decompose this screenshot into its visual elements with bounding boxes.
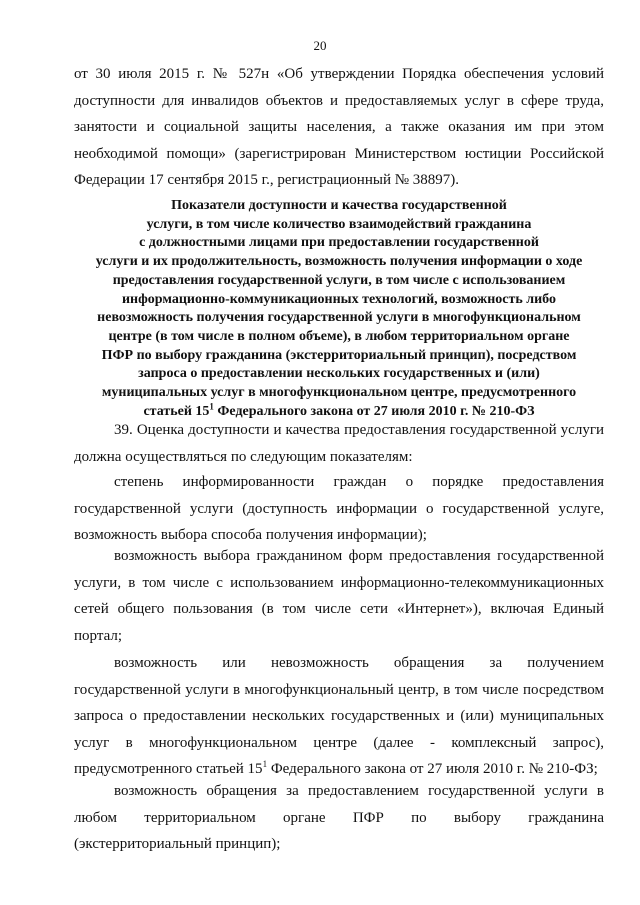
indicator-mfc-access <box>74 650 604 783</box>
heading-line: муниципальных услуг в многофункциональном центре, предусмотренного <box>101 385 577 401</box>
heading-line: предоставления государственной услуги, в том числе с использованием <box>112 272 566 288</box>
indicator-informedness: степень информированности граждан о порядке предоставления государственной услуги (доступность информации о государственной услуге, возможность выбора способа получения информации); <box>74 474 604 543</box>
paragraph-39: 39. Оценка доступности и качества предоставления государственной услуги должна осуществляться по следующим показателям: <box>74 422 604 465</box>
heading-line: статьей 15 <box>143 403 210 419</box>
indicator-form-choice: возможность выбора гражданином форм предоставления государственной услуги, в том числе с использованием информационно-телекоммуникационных сетей общего пользования (в том числе сети «Интернет»), включая Единый портал; <box>74 548 604 644</box>
heading-line: ПФР по выбору гражданина (экстерриториальный принцип), посредством <box>101 347 577 363</box>
heading-line: Федерального закона от 27 июля 2010 г. № 210-ФЗ <box>213 403 535 419</box>
page-number: 20 <box>313 38 327 53</box>
heading-line: Показатели доступности и качества государственной <box>171 198 507 213</box>
heading-line: невозможность получения государственной услуги в многофункциональном <box>97 310 581 326</box>
heading-line: услуги и их продолжительность, возможность получения информации о ходе <box>95 254 583 270</box>
indicator-text: возможность или невозможность обращения за получением государственной услуги в многофункциональный центр, в том числе посредством запроса о предоставлении нескольких государственных и (или) муниципальных услуг в многофункциональном центре (далее - комплексный запрос), предусмотренного статьей 15 <box>74 655 604 777</box>
heading-superscript: 1 <box>209 401 214 412</box>
superscript: 1 <box>262 759 268 769</box>
intro-paragraph: от 30 июля 2015 г. № 527н «Об утверждении Порядка обеспечения условий доступности для инвалидов объектов и предоставляемых услуг в сфере труда, занятости и социальной защиты населения, а также оказания им при этом необходимой помощи» (зарегистрирован Министерством юстиции Российской Федерации 17 сентября 2015 г., регистрационный № 38897). <box>74 66 604 188</box>
heading-line: информационно-коммуникационных технологий, возможность либо <box>121 291 556 307</box>
heading-line: с должностными лицами при предоставлении государственной <box>139 235 539 251</box>
heading-line: запроса о предоставлении нескольких государственных и (или) <box>138 366 540 382</box>
indicator-extraterritorial: возможность обращения за предоставлением государственной услуги в любом территориальном органе ПФР по выбору гражданина (экстерриториальный принцип); <box>74 783 604 852</box>
section-heading <box>74 197 604 421</box>
heading-line: услуги, в том числе количество взаимодействий гражданина <box>146 216 532 232</box>
heading-line: центре (в том числе в полном объеме), в любом территориальном органе <box>108 328 570 344</box>
indicator-text: Федерального закона от 27 июля 2010 г. № 210-ФЗ; <box>267 761 598 777</box>
